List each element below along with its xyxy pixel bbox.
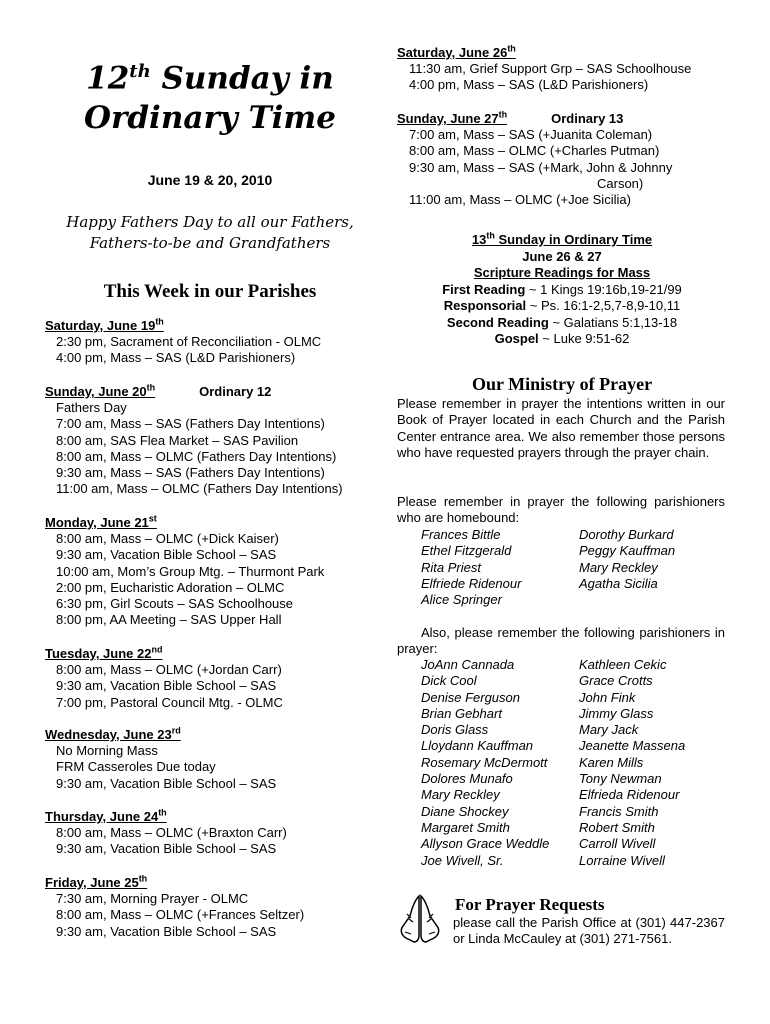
schedule-entry: 8:00 am, SAS Flea Market – SAS Pavilion	[56, 432, 299, 448]
parishioner-name: Rita Priest	[421, 559, 481, 575]
schedule-entry: 9:30 am, Mass – SAS (Fathers Day Intentions)	[56, 465, 325, 481]
gospel: Gospel ~ Luke 9:51-62	[494, 331, 630, 346]
readings-heading: 13th Sunday in Ordinary Time	[471, 230, 653, 247]
schedule-entry: 9:30 am, Vacation Bible School – SAS	[56, 841, 277, 857]
day-heading: Saturday, June 19th	[45, 316, 164, 333]
parishioner-name: Margaret Smith	[421, 819, 510, 835]
name-row	[421, 527, 731, 543]
prayer-requests-text: please call the Parish Office at (301) 447-2367 or Linda McCauley at (301) 271-7561.	[453, 915, 725, 947]
day-heading: Saturday, June 26th	[397, 43, 516, 60]
parishioner-name: Robert Smith	[579, 819, 655, 835]
name-row	[421, 543, 731, 559]
day-friday-25	[45, 875, 375, 940]
parishioner-name: Kathleen Cekic	[579, 657, 667, 672]
parishioner-name: JoAnn Cannada	[421, 657, 515, 672]
week-heading: This Week in our Parishes	[103, 281, 317, 302]
schedule-entry: 10:00 am, Mom’s Group Mtg. – Thurmont Park	[56, 563, 325, 579]
schedule-entry: 9:30 am, Mass – SAS (+Mark, John & Johnny	[409, 159, 673, 175]
name-row	[421, 706, 731, 722]
praying-hands-icon	[397, 892, 443, 944]
day-heading: Tuesday, June 22nd	[45, 644, 163, 661]
schedule-entry: FRM Casseroles Due today	[56, 759, 216, 775]
parishioner-name: Dorothy Burkard	[579, 527, 674, 542]
name-row	[421, 771, 731, 787]
readings-dates: June 26 & 27	[522, 248, 602, 264]
parishioner-name: Grace Crotts	[579, 673, 653, 689]
parishioner-name: Denise Ferguson	[421, 689, 520, 705]
responsorial: Responsorial ~ Ps. 16:1-2,5,7-8,9-10,11	[443, 298, 681, 313]
day-heading: Sunday, June 27th Ordinary 13	[397, 109, 624, 126]
name-row	[421, 787, 731, 803]
ordinary-label: Ordinary 13	[551, 111, 624, 126]
homebound-intro: Please remember in prayer the following parishioners who are homebound:	[397, 494, 725, 526]
prayer-heading: Our Ministry of Prayer	[471, 374, 653, 394]
parishioner-name: Diane Shockey	[421, 803, 509, 819]
schedule-entry: 2:00 pm, Eucharistic Adoration – OLMC	[56, 579, 285, 595]
schedule-entry: 9:30 am, Vacation Bible School – SAS	[56, 678, 277, 694]
schedule-entry: 7:30 am, Morning Prayer - OLMC	[56, 891, 249, 906]
name-row	[421, 738, 731, 754]
day-heading: Thursday, June 24th	[45, 807, 167, 824]
day-sunday-20	[45, 384, 375, 498]
parishioner-name: Francis Smith	[579, 803, 659, 819]
parishioner-name: Doris Glass	[421, 722, 489, 738]
parishioner-name: Agatha Sicilia	[579, 575, 658, 591]
parishioner-name: Elfriede Ridenour	[421, 575, 522, 591]
bulletin-dates: June 19 & 20, 2010	[147, 172, 273, 188]
day-wednesday-23	[45, 727, 375, 792]
parishioner-name: Jimmy Glass	[579, 705, 654, 721]
parishioner-name: Rosemary McDermott	[421, 754, 548, 770]
parishioner-name: Frances Bittle	[421, 527, 501, 542]
schedule-entry: 11:00 am, Mass – OLMC (+Joe Sicilia)	[409, 192, 631, 208]
parishioner-name: Peggy Kauffman	[579, 543, 676, 559]
day-sunday-27	[397, 111, 727, 208]
schedule-entry: 9:30 am, Vacation Bible School – SAS	[56, 923, 277, 939]
schedule-entry: 9:30 am, Vacation Bible School – SAS	[56, 547, 277, 563]
name-row	[421, 836, 731, 852]
name-row	[421, 853, 731, 869]
parishioner-name: Carroll Wivell	[579, 836, 656, 852]
name-row	[421, 592, 731, 608]
name-row	[421, 755, 731, 771]
title-line2: Ordinary Time	[84, 100, 336, 137]
parishioner-name: Mary Reckley	[579, 559, 658, 575]
parishioner-name: Brian Gebhart	[421, 705, 502, 721]
homebound-list	[421, 527, 731, 608]
fathers-day-greeting	[45, 212, 375, 254]
day-heading: Sunday, June 20th Ordinary 12	[45, 382, 272, 399]
schedule-entry: 8:00 pm, AA Meeting – SAS Upper Hall	[56, 612, 282, 628]
parishioner-name: Lorraine Wivell	[579, 852, 665, 868]
readings-subheading: Scripture Readings for Mass	[473, 265, 651, 280]
schedule-entry: 8:00 am, Mass – OLMC (+Jordan Carr)	[56, 662, 282, 677]
name-row	[421, 560, 731, 576]
parishioner-name: Tony Newman	[579, 771, 662, 787]
parishioner-name: Allyson Grace Weddle	[421, 836, 550, 852]
parishioner-name: Dolores Munafo	[421, 771, 513, 787]
schedule-entry: 8:00 am, Mass – OLMC (+Frances Seltzer)	[56, 907, 305, 923]
name-row	[421, 804, 731, 820]
prayer-requests-heading: For Prayer Requests	[455, 895, 605, 914]
parishioner-name: Alice Springer	[421, 592, 502, 608]
name-row	[421, 722, 731, 738]
name-row	[421, 576, 731, 592]
schedule-entry: 7:00 pm, Pastoral Council Mtg. - OLMC	[56, 694, 283, 710]
parishioner-name: Joe Wivell, Sr.	[421, 852, 504, 868]
parishioner-name: Jeanette Massena	[579, 738, 686, 754]
title-suffix: th	[129, 61, 151, 82]
day-saturday-26	[397, 45, 727, 94]
prayer-intro: Please remember in prayer the intentions written in our Book of Prayer located in each Church and the Parish Center entrance area. We also remember those persons who have requested prayers through the prayer chain.	[397, 396, 725, 460]
day-tuesday-22	[45, 646, 375, 711]
also-intro: Also, please remember the following parishioners in prayer:	[397, 625, 725, 657]
first-reading: First Reading ~ 1 Kings 19:16b,19-21/99	[442, 281, 682, 297]
scripture-readings	[397, 232, 727, 348]
parishioner-name: Mary Jack	[579, 722, 639, 738]
schedule-entry: 11:30 am, Grief Support Grp – SAS Schoolhouse	[409, 61, 692, 76]
schedule-entry: 4:00 pm, Mass – SAS (L&D Parishioners)	[409, 77, 649, 93]
name-row	[421, 673, 731, 689]
schedule-entry: Fathers Day	[56, 400, 127, 415]
parishioner-name: John Fink	[579, 689, 636, 705]
parishioner-name: Elfrieda Ridenour	[579, 787, 680, 803]
schedule-entry: 8:00 am, Mass – OLMC (Fathers Day Intentions)	[56, 448, 337, 464]
also-list	[421, 657, 731, 869]
parishioner-name: Ethel Fitzgerald	[421, 543, 512, 559]
day-heading: Monday, June 21st	[45, 513, 157, 530]
schedule-entry: 7:00 am, Mass – SAS (Fathers Day Intentions)	[56, 416, 325, 432]
name-row	[421, 657, 731, 673]
day-heading: Wednesday, June 23rd	[45, 725, 181, 742]
title-number: 12	[86, 60, 130, 97]
ordinary-label: Ordinary 12	[199, 384, 272, 399]
parishioner-name: Dick Cool	[421, 673, 477, 689]
name-row	[421, 690, 731, 706]
parishioner-name: Mary Reckley	[421, 787, 500, 803]
parishioner-name: Karen Mills	[579, 754, 644, 770]
parishioner-name: Lloydann Kauffman	[421, 738, 534, 754]
day-saturday-19	[45, 318, 375, 367]
schedule-entry: 8:00 am, Mass – OLMC (+Charles Putman)	[409, 143, 660, 159]
schedule-entry: 7:00 am, Mass – SAS (+Juanita Coleman)	[409, 127, 653, 142]
schedule-entry: 4:00 pm, Mass – SAS (L&D Parishioners)	[56, 350, 296, 366]
day-heading: Friday, June 25th	[45, 873, 148, 890]
schedule-entry: 2:30 pm, Sacrament of Reconciliation - OLMC	[56, 334, 322, 349]
schedule-entry: No Morning Mass	[56, 743, 158, 758]
schedule-entry: 8:00 am, Mass – OLMC (+Dick Kaiser)	[56, 531, 279, 546]
name-row	[421, 820, 731, 836]
day-thursday-24	[45, 809, 375, 858]
schedule-entry: 9:30 am, Vacation Bible School – SAS	[56, 775, 277, 791]
greeting-line2: Fathers-to-be and Grandfathers	[89, 234, 331, 252]
second-reading: Second Reading ~ Galatians 5:1,13-18	[446, 314, 678, 330]
day-monday-21	[45, 515, 375, 629]
schedule-entry: 8:00 am, Mass – OLMC (+Braxton Carr)	[56, 825, 287, 840]
greeting-line1: Happy Fathers Day to all our Fathers,	[66, 213, 354, 231]
bulletin-title	[45, 52, 375, 138]
title-line1-rest: Sunday in	[150, 60, 334, 97]
schedule-entry: 11:00 am, Mass – OLMC (Fathers Day Intentions)	[56, 481, 343, 497]
schedule-entry: Carson)	[597, 175, 644, 191]
schedule-entry: 6:30 pm, Girl Scouts – SAS Schoolhouse	[56, 596, 294, 612]
